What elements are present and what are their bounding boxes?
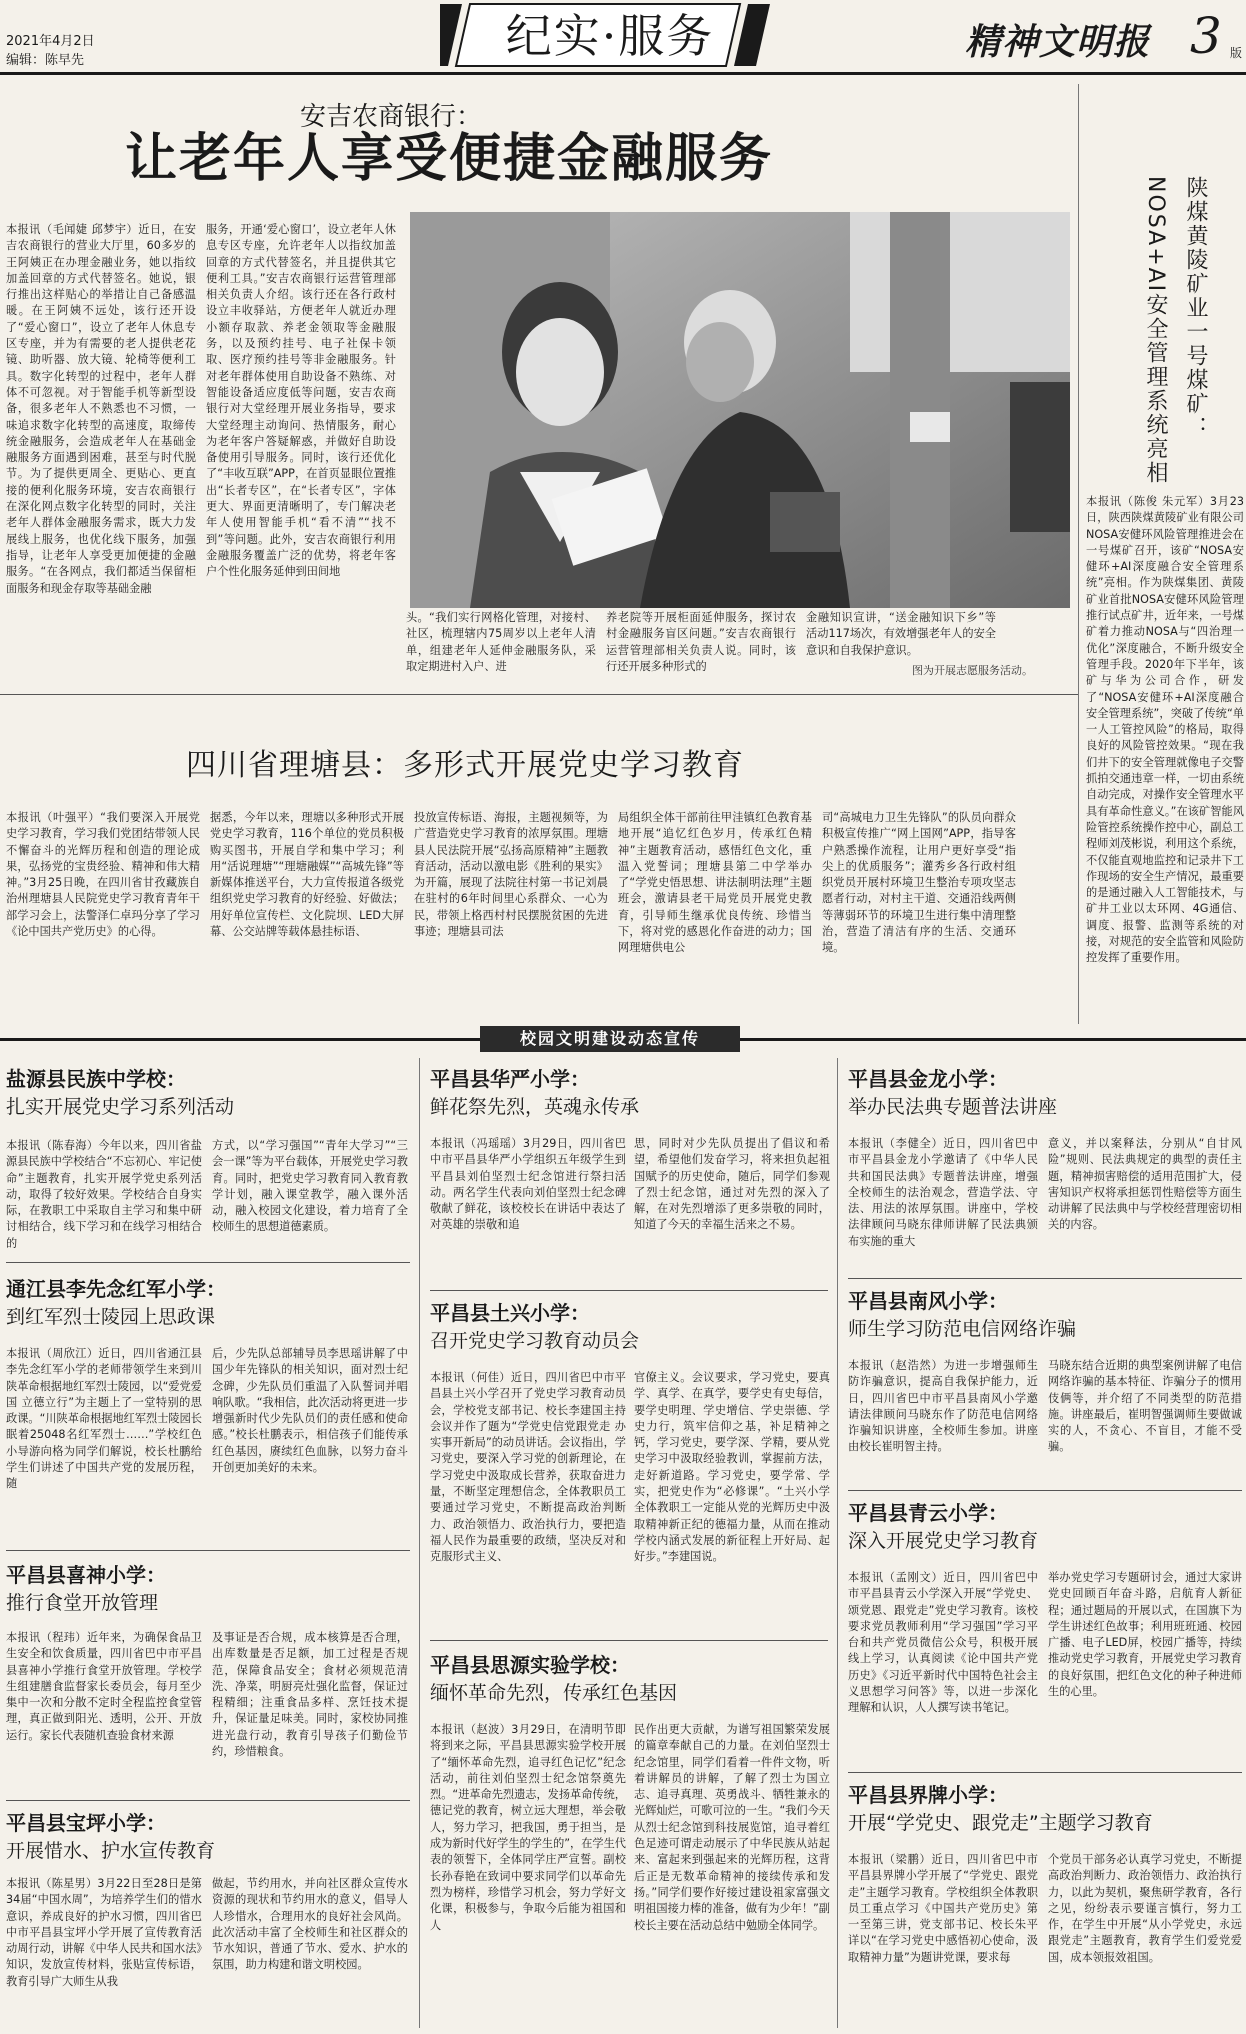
school-6-col-2: 官僚主义。会议要求，学习党史，要真学、真学、在真学，要学史有史每信，要学史明理、学史增信、学史崇德、学史力行，筑牢信仰之基，补足精神之钙，学习党史，要学深、学精，要从党史学习中汲取经验教训，掌握前方法，走好新道路。学习党史，要学常、学实，把党史作为“必修课”。“土兴小学全体教职工一定能从党的光辉历史中汲取精神新正纪的德福力量，从而在推动学校内涵式发展的新征程上开好局、起好步。”李建国说。: [634, 1371, 830, 1564]
lead-col-2: 服务，开通‘爱心窗口’，设立老年人休息专区专座，允许老年人以指纹加盖回章的方式代替签名，并且提供其它便利工具。”安吉农商银行运营管理部相关负责人介绍。该行还在各行政村设立丰收驿站，方便老年人就近办理小额存取款、养老金领取等金融服务，以及预约挂号、电子社保卡领取、医疗预约挂号等非金融服务。针对老年群体使用自助设备不熟练、对智能设备适应度低等问题，安吉农商银行对大堂经理开展业务指导，要求大堂经理主动询问、热情服务，耐心为老年客户答疑解惑，并做好自助设备使用引导服务。同时，该行还优化了“丰收互联”APP，在首页显眼位置推出“长者专区”，在“长者专区”，字体更大、界面更清晰明了，专门解决老年人使用智能手机“看不清”“找不到”等问题。此外，安吉农商银行利用金融服务覆盖广泛的优势，将老年客户个性化服务延伸到田间地: [206, 223, 396, 579]
school-rule: [6, 1550, 410, 1551]
litang-col-5: 司“高城电力卫生先锋队”的队员向群众积极宣传推广“网上国网”APP，指导客户熟悉操作流程，让用户更好享受“指尖上的优质服务”；灌秀乡各行政村组织党员开展村环境卫生整治专项攻坚志愿者行动，对村主干道、交通沿线两侧等薄弱环节的环境卫生进行集中清理整治，营造了清洁有序的生活、交通环境。: [822, 811, 1016, 955]
school-7-col-1: 本报讯（赵波）3月29日，在清明节即将到来之际，平昌县思源实验学校开展了“缅怀革命先烈，追寻红色记忆”纪念活动，前往刘伯坚烈士纪念馆祭奠先烈。“进革命先烈遗志，发扬革命传统，德记党的教育，树立远大理想，举会敬人，努力学习，把我国，勇于担当，是成为新时代好学生的学生的”，在学生代表的领誓下，全体同学庄严宣誓。副校长孙春艳在致词中要求同学们以革命先烈为榜样，珍惜学习机会，努力学好文化课，积极参与，争取今后能为祖国和人: [430, 1723, 626, 1932]
school-3-title: 平昌县喜神小学：: [6, 1563, 166, 1587]
school-2-title: 通江县李先念红军小学：: [6, 1277, 226, 1301]
school-2-col-2: 后，少先队总部辅导员李思瑶讲解了中国少年先锋队的相关知识，面对烈士纪念碑，少先队员们重温了入队誓词并唱响队歌。“我相信，此次活动将更进一步增强新时代少先队员们的责任感和使命感。”校长杜鹏表示，相信孩子们能传承红色基因，赓续红色血脉，以努力奋斗开创更加美好的未来。: [212, 1347, 408, 1475]
school-4-col-1: 本报讯（陈星男）3月22日至28日是第34届“中国水周”，为培养学生们的惜水意识，养成良好的护水习惯，四川省巴中市平昌县宝坪小学开展了宣传教育活动周行动，讲解《中华人民共和国水法》知识，发放宣传材料，张贴宣传标语，教育引导广大师生从我: [6, 1877, 202, 1988]
page-unit: 版: [1230, 46, 1243, 60]
litang-col-2: 据悉，今年以来，理塘以多种形式开展党史学习教育，116个单位的党员积极购买图书，开展自学和集中学习；利用“活说理塘”“理塘融媒”“高城先锋”等新媒体推送平台，大力宣传报道各级党组织党史学习教育的好经验、好做法；用好单位宣传栏、文化院坝、LED大屏幕、公交站牌等载体悬挂标语、: [210, 811, 404, 939]
school-divider-1: [419, 1058, 420, 2028]
lead-col-3: 头。“我们实行网格化管理，对接村、社区，梳理辖内75周岁以上老年人清单，组建老年人延伸金融服务队，采取定期进村入户、进: [406, 611, 596, 673]
school-11-title: 平昌县界牌小学：: [848, 1783, 1008, 1807]
lead-headline: 让老年人享受便捷金融服务: [125, 129, 774, 189]
school-rule: [848, 1490, 1242, 1491]
school-1-subtitle: 扎实开展党史学习系列活动: [6, 1096, 235, 1118]
school-7-col-2: 民作出更大贡献，为谱写祖国繁荣发展的篇章奉献自己的力量。在刘伯坚烈士纪念馆里，同学们看着一件件文物，听着讲解员的讲解，了解了烈士为国立志、追寻真理、英勇战斗、牺牲兼永的光辉灿烂，可歌可泣的一生。“我们今天从烈士纪念馆到科技展览馆，追寻着红色足迹可谓走动展示了中华民族从站起来、富起来到强起来的光辉历程，这背后正是无数革命精神的接续传承和发扬。”同学们要作好接过建设祖家富强文明祖国接力棒的准备，做有为少年！”副校长主要在活动总结中勉励全体同学。: [634, 1723, 830, 1932]
section-name: 纪实·服务: [505, 9, 715, 63]
litang-col-3: 投放宣传标语、海报，主题视频等，为广营造党史学习教育的浓厚氛围。理塘县人民法院开展“弘扬高原精神”主题教育活动，活动以激电影《胜利的果实》为开篇，展现了法院往村第一书记刘晨在驻村的6年时间里心系群众、一心为民，带领上格西村村民摆脱贫困的先进事迹；理塘县司法: [414, 811, 608, 939]
school-5-subtitle: 鲜花祭先烈，英魂永传承: [430, 1096, 640, 1118]
school-1-col-1: 本报讯（陈春海）今年以来，四川省盐源县民族中学校结合“不忘初心、牢记使命”主题教育，扎实开展学党史系列活动，取得了较好效果。学校结合自身实际，在教职工中采取自主学习和集中研讨相结合，线下学习和在线学习相结合的: [6, 1139, 202, 1250]
school-rule: [6, 1262, 410, 1263]
school-6-subtitle: 召开党史学习教育动员会: [430, 1330, 640, 1352]
right-title-1: 陕煤黄陵矿业一号煤矿：: [1183, 176, 1208, 440]
school-8-col-2: 意义，并以案释法，分别从“自甘风险”规则、民法典规定的典型的责任主题，精神损害赔偿的适用范围扩大，侵害知识产权将承担惩罚性赔偿等方面生动讲解了民法典中与学校经营理密切相关的内容。: [1048, 1137, 1242, 1232]
school-3-col-1: 本报讯（程玮）近年来，为确保食品卫生安全和饮食质量，四川省巴中市平昌县喜神小学推行食堂开放管理。学校学生组建膳食监督家长委员会，每月至少集中一次和分散不定时全程监控食堂管理，真正做到阳光、透明，公开、开放运行。家长代表随机查验食材来源: [6, 1631, 202, 1742]
school-3-subtitle: 推行食堂开放管理: [6, 1592, 159, 1614]
page-number: 3: [1190, 7, 1222, 65]
school-8-subtitle: 举办民法典专题普法讲座: [848, 1096, 1058, 1118]
school-rule: [6, 1800, 410, 1801]
school-9-subtitle: 师生学习防范电信网络诈骗: [848, 1318, 1077, 1340]
paper-name: 精神文明报: [965, 21, 1151, 63]
school-10-title: 平昌县青云小学：: [848, 1501, 1008, 1525]
school-4-title: 平昌县宝坪小学：: [6, 1811, 166, 1835]
school-8-title: 平昌县金龙小学：: [848, 1067, 1008, 1091]
masthead-rule: [0, 72, 1246, 75]
school-11-col-1: 本报讯（梁鹏）近日，四川省巴中市平昌县界牌小学开展了“学党史、跟党走”主题学习教育。学校组织全体教职员工重点学习《中国共产党历史》第一至第三讲，党支部书记、校长朱平详以“在学习党史中感悟初心使命，汲取精神力量”为题讲党课，要求每: [848, 1853, 1038, 1964]
section-bar: 校园文明建设动态宣传: [480, 1026, 740, 1052]
lead-col-5: 金融知识宣讲，“送金融知识下乡”等活动117场次，有效增强老年人的安全意识和自我保护意识。: [806, 611, 996, 657]
school-2-col-1: 本报讯（周欣江）近日，四川省通江县李先念红军小学的老师带领学生来到川陕革命根据地红军烈士陵园，以“爱党爱国 立德立行”为主题上了一堂特别的思政课。“川陕革命根据地红军烈士陵园长眠着25048名红军烈士……”学校红色小导游向格为同学们解说，校长杜鹏给学生们讲述了中国共产党的发展历程，随: [6, 1347, 202, 1491]
school-7-subtitle: 缅怀革命先烈，传承红色基因: [430, 1682, 678, 1704]
litang-top-rule: [0, 694, 1078, 695]
lead-kicker: 安吉农商银行：: [300, 102, 483, 132]
school-10-col-2: 举办党史学习专题研讨会，通过大家讲党史回顾百年奋斗路，启航育人新征程；通过题局的开展以式，在国旗下为学生讲述红色故事；利用班班通、校园广播、电子LED屏，校园广播等，持续推动党史学习教育，开展党史学习教育的良好氛围，把红色文化的种子种进师生的心里。: [1048, 1571, 1242, 1699]
photo-caption: 图为开展志愿服务活动。: [912, 664, 1033, 677]
litang-col-1: 本报讯（叶强平）“我们要深入开展党史学习教育，学习我们党团结带领人民不懈奋斗的光辉历程和创造的理论成果，弘扬党的宝贵经验、精神和伟大精神。”3月25日晚，在四川省甘孜藏族自治州理塘县人民院党史学习教育青年干部学习会上，法警泽仁卓玛分享了学习《论中国共产党历史》的心得。: [6, 811, 200, 939]
masthead: [0, 0, 1246, 80]
school-5-col-1: 本报讯（冯瑶瑶）3月29日，四川省巴中市平昌县华严小学组织五年级学生到平昌县刘伯坚烈士纪念馆进行祭扫活动。两名学生代表向刘伯坚烈士纪念碑敬献了鲜花，该校校长在讲话中表达了对英雄的崇敬和追: [430, 1137, 626, 1232]
school-1-title: 盐源县民族中学校：: [6, 1067, 186, 1091]
school-rule: [430, 1640, 828, 1641]
right-title-2: NOSA+AI安全管理系统亮相: [1143, 176, 1168, 486]
school-3-col-2: 及事证是否合规，成本核算是否合理，出库数量是否足额，加工过程是否规范，保障食品安全；食材必须规范清洗、净菜，明厨亮灶强化监督，保证过程精细；注重食品多样、烹饪技术提升，保证量足味美。同时，家校协同推进光盘行动，教育引导孩子们勤俭节约，珍惜粮食。: [212, 1631, 408, 1759]
school-9-title: 平昌县南风小学：: [848, 1289, 1008, 1313]
lead-col-4: 养老院等开展柜面延伸服务，探讨农村金融服务盲区问题。”安吉农商银行运营管理部相关负责人说。同时，该行还开展多种形式的: [606, 611, 796, 673]
school-10-subtitle: 深入开展党史学习教育: [848, 1530, 1039, 1552]
school-4-subtitle: 开展惜水、护水宣传教育: [6, 1840, 216, 1862]
school-rule: [848, 1278, 1242, 1279]
editor-line: 编辑：陈早先: [6, 53, 85, 68]
issue-date: 2021年4月2日: [6, 34, 95, 49]
school-6-title: 平昌县土兴小学：: [430, 1301, 590, 1325]
school-9-col-1: 本报讯（赵浩然）为进一步增强师生防诈骗意识，提高自我保护能力，近日，四川省巴中市平昌县南风小学邀请法律顾问马晓东作了防范电信网络诈骗知识讲座，全校师生参加。讲座由校长崔明智主持。: [848, 1359, 1038, 1454]
school-rule: [430, 1290, 828, 1291]
litang-col-4: 局组织全体干部前往甲洼镇红色教育基地开展“追忆红色岁月，传承红色精神”主题教育活动，感悟红色文化，重温入党誓词；理塘县第二中学举办了“学党史悟思想、讲法制明法理”主题班会，激请县老干局党员开展党史教育，引导师生继承优良传统、珍惜当下，将对党的感恩化作奋进的动力；国网理塘供电公: [618, 811, 812, 955]
school-1-col-2: 方式，以“学习强国”“青年大学习”“三会一课”等为平台载体，开展党史学习教育。同时，把党史学习教育同入教育教学计划，融入课堂教学，融入课外活动，融入校园文化建设，着力培育了全校师生的思想道德素质。: [212, 1139, 408, 1234]
school-11-col-2: 个党员干部务必认真学习党史，不断提高政治判断力、政治领悟力、政治执行力，以此为契机，聚焦研学教育，各行之见，纷纷表示要谨言慎行，努力工作，在学生中开展“从小学党史，永远跟党走”主题教育，教育学生们爱党爱国，成本领报效祖国。: [1048, 1853, 1242, 1964]
school-6-col-1: 本报讯（何佳）近日，四川省巴中市平昌县土兴小学召开了党史学习教育动员会，学校党支部书记、校长李建国主持会议并作了题为“学党史信党跟党走 办实事开新局”的动员讲话。会议指出，学习党史，要深入学习党的创新理论，在学习党史中汲取成长营养，获取奋进力量，不断坚定理想信念，全体教职员工要通过学习党史，不断提高政治判断力、政治领悟力、政治执行力，要把造福人民作为最重要的政绩，坚决反对和克服形式主义、: [430, 1371, 626, 1564]
school-4-col-2: 做起，节约用水，并向社区群众宣传水资源的现状和节约用水的意义，倡导人人珍惜水，合理用水的良好社会风尚。此次活动丰富了全校师生和社区群众的节水知识，普通了节水、爱水、护水的氛围，助力构建和谐文明校园。: [212, 1877, 408, 1972]
school-divider-2: [837, 1058, 838, 2028]
school-5-title: 平昌县华严小学：: [430, 1067, 590, 1091]
school-rule: [848, 1772, 1242, 1773]
school-10-col-1: 本报讯（孟刚文）近日，四川省巴中市平昌县青云小学深入开展“学党史、颂党恩、跟党走”党史学习教育。该校要求党员教师利用“学习强国”学习平台和共产党员微信公众号，积极开展线上学习，认真阅读《论中国共产党历史》《习近平新时代中国特色社会主义思想学习问答》等，以进一步深化理解和认识，人人撰写读书笔记。: [848, 1571, 1038, 1715]
column-divider: [1078, 84, 1079, 1024]
school-7-title: 平昌县思源实验学校：: [430, 1653, 630, 1677]
school-11-subtitle: 开展“学党史、跟党走”主题学习教育: [848, 1812, 1153, 1834]
school-5-col-2: 思，同时对少先队员提出了倡议和希望，希望他们发奋学习，将来担负起祖国赋予的历史使命，随后，同学们参观了烈士纪念馆，通过对先烈的深入了解，在对先烈增添了更多崇敬的同时，知道了今天的幸福生活来之不易。: [634, 1137, 830, 1232]
school-2-subtitle: 到红军烈士陵园上思政课: [6, 1306, 216, 1328]
litang-headline: 四川省理塘县：多形式开展党史学习教育: [186, 748, 744, 783]
lead-photo: [410, 212, 1070, 608]
right-article-body: 本报讯（陈俊 朱元军）3月23日，陕西陕煤黄陵矿业有限公司NOSA安健环风险管理推进会在一号煤矿召开，该矿“NOSA安健环+AI深度融合安全管理系统”亮相。作为陕煤集团、黄陵矿业首批NOSA安健环风险管理推行试点矿井，近年来，一号煤矿着力推动NOSA与“四治理一优化”深度融合，不断升级安全管理手段。2020年下半年，该矿与华为公司合作，研发了“NOSA安健环+AI深度融合安全管理系统”，突破了传统“单一人工管控风险”的格局，取得良好的风险管控效果。“现在我们井下的安全管理就像电子交警抓拍交通违章一样，一切由系统自动完成，对操作安全管理水平具有革命性意义。”在该矿智能风险管控系统操作控中心，副总工程师刘茂彬说，利用这个系统，不仅能直观地监控和记录井下工作现场的安全生产情况，最重要的是通过融入人工智能技术，与矿井工业以太环网、4G通信、调度、报警、监测等系统的对接，对规范的安全监管和风险防控发挥了重要作用。: [1086, 495, 1244, 965]
school-9-col-2: 马晓东结合近期的典型案例讲解了电信网络诈骗的基本特征、诈骗分子的惯用伎俩等，并介绍了不同类型的防范措施。讲座最后，崔明智强调师生要做诚实的人，不贪心、不盲目，才能不受骗。: [1048, 1359, 1242, 1454]
school-8-col-1: 本报讯（李健全）近日，四川省巴中市平昌县金龙小学邀请了《中华人民共和国民法典》专题普法讲座，增强全校师生的法治观念，营造学法、守法、用法的浓厚氛围。讲座中，学校法律顾问马晓东律师讲解了民法典颁布实施的重大: [848, 1137, 1038, 1248]
lead-col-1: 本报讯（毛闻婕 邱梦宇）近日，在安吉农商银行的营业大厅里，60多岁的王阿姨正在办理金融业务，她以指纹加盖回章的方式代替签名。她说，银行推出这样贴心的举措让自己备感温暖。在王阿姨不远处，该行还开设了“爱心窗口”，设立了老年人休息专区专座，并为有需要的老人提供老花镜、助听器、放大镜、轮椅等便利工具。数字化转型的过程中，老年人群体不可忽视。对于智能手机等新型设备，很多老年人不熟悉也不习惯，一味追求数字化转型的高速度，取缔传统金融服务，会造成老年人在基础金融服务方面遇到困难，甚至与时代脱节。为了提供更周全、更贴心、更直接的便利化服务环境，安吉农商银行在深化网点数字化转型的同时，关注老年人群体金融服务需求，既大力发展线上服务，也优化线下服务，加强指导，让老年人享受更加便捷的金融服务。“在各网点，我们都适当保留柜面服务和现金存取等基础金融: [6, 223, 196, 595]
